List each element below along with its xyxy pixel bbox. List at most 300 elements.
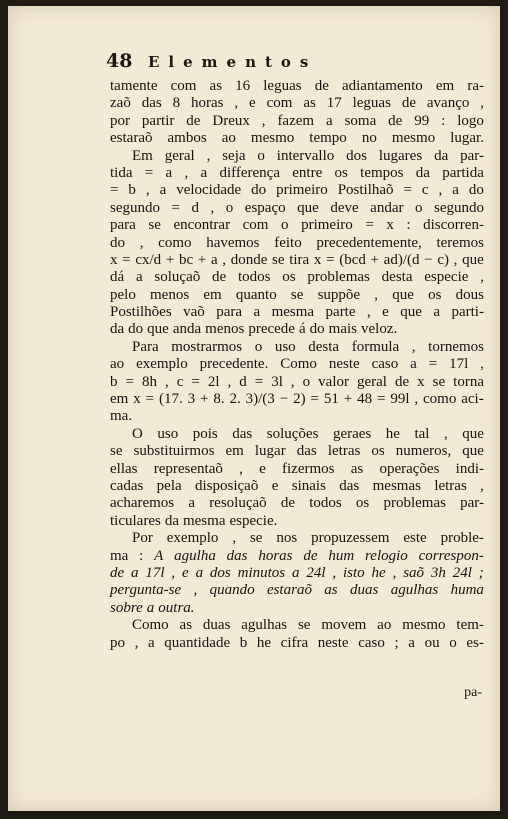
word: se xyxy=(148,217,161,234)
word: 17l xyxy=(145,564,165,581)
word: a xyxy=(195,564,204,581)
word: que xyxy=(400,304,422,321)
word: Dreux xyxy=(212,112,250,129)
word: que xyxy=(462,443,484,460)
word: das xyxy=(339,477,360,494)
word: os xyxy=(282,269,296,286)
word: , xyxy=(480,95,484,112)
word: 8. xyxy=(213,391,225,408)
word: = xyxy=(310,391,319,408)
word: no xyxy=(361,130,377,147)
word: com xyxy=(170,78,197,94)
word: como xyxy=(423,391,457,408)
word: letras xyxy=(434,477,467,494)
text-line xyxy=(110,269,484,286)
word: a xyxy=(159,182,167,199)
word: precedentemente, xyxy=(316,234,422,251)
word: a xyxy=(146,599,155,616)
word: discorren- xyxy=(423,217,484,234)
word: duas xyxy=(350,582,379,599)
word: problemas xyxy=(383,495,446,512)
word: + xyxy=(343,391,353,408)
word: = xyxy=(122,251,131,268)
word: , xyxy=(332,564,337,581)
word: para xyxy=(110,217,136,234)
word: as xyxy=(303,95,316,112)
word: segundo xyxy=(110,199,160,216)
word: desta xyxy=(381,269,413,286)
word: a xyxy=(292,564,300,581)
word: do xyxy=(128,321,144,338)
word: estaraõ xyxy=(266,582,312,599)
word: os xyxy=(334,164,348,181)
word: se xyxy=(272,251,285,268)
word: b xyxy=(239,634,248,651)
word: a xyxy=(410,356,417,373)
word: a xyxy=(452,182,459,199)
word: c) xyxy=(437,251,449,268)
word: , xyxy=(290,373,295,390)
word: ao xyxy=(110,356,125,373)
word: O xyxy=(132,425,143,442)
word: nos xyxy=(276,530,298,547)
word: , xyxy=(232,530,237,547)
word: , xyxy=(184,164,189,181)
word: 16 xyxy=(235,78,251,94)
word: se xyxy=(249,530,263,547)
text-line xyxy=(110,321,484,338)
word: , xyxy=(374,286,379,303)
word: = xyxy=(145,391,155,408)
text-line xyxy=(110,339,484,356)
word: os xyxy=(355,495,370,512)
word: minutos xyxy=(237,564,286,581)
word: outra. xyxy=(158,599,195,616)
word: operações xyxy=(379,460,440,477)
word: (bcd xyxy=(339,251,366,268)
word: 2) xyxy=(293,391,306,408)
text-line xyxy=(110,165,484,182)
word: adiantamento xyxy=(341,78,423,94)
word: da xyxy=(434,147,449,164)
word: de xyxy=(186,112,201,129)
word: e xyxy=(182,564,189,581)
word: : xyxy=(441,112,446,129)
word: dous xyxy=(455,286,484,303)
word: caso xyxy=(358,634,385,651)
word: mesmo xyxy=(391,130,436,147)
word: Por xyxy=(132,530,153,547)
word: + xyxy=(370,251,379,268)
word: de xyxy=(401,95,416,112)
word: , xyxy=(164,373,169,390)
word: = xyxy=(254,373,264,390)
word: os xyxy=(371,443,385,460)
word: tem- xyxy=(456,617,484,634)
word: soluçaõ xyxy=(154,269,201,286)
word: o xyxy=(225,199,234,216)
word: mostrarmos xyxy=(171,338,243,355)
word: cadas xyxy=(110,477,144,494)
word: : xyxy=(406,217,411,234)
word: horas xyxy=(191,95,224,112)
word: x xyxy=(417,373,425,390)
word: Em xyxy=(132,147,153,164)
word: , xyxy=(145,182,150,199)
word: precede xyxy=(248,321,295,338)
word: leguas xyxy=(352,95,391,112)
word: precedente. xyxy=(199,356,269,373)
word: menos xyxy=(205,321,245,338)
word: Como xyxy=(280,356,317,373)
text-line xyxy=(110,426,484,443)
word: tempos xyxy=(360,164,404,181)
text-line xyxy=(110,304,484,321)
word: , xyxy=(206,147,211,164)
word: de xyxy=(388,112,403,129)
word: x xyxy=(386,217,394,234)
word: tempo xyxy=(309,130,347,147)
word: = xyxy=(376,391,386,408)
word: = xyxy=(171,199,180,216)
word: 99l xyxy=(390,391,410,408)
word: = xyxy=(326,251,335,268)
word: primeiro xyxy=(276,182,328,199)
text-line xyxy=(110,182,484,199)
word: formula xyxy=(351,338,400,355)
word: 3h xyxy=(430,564,446,581)
word: das xyxy=(296,443,317,460)
word: soluções xyxy=(266,425,319,442)
word: ma. xyxy=(110,408,133,425)
word: cx/d xyxy=(135,251,162,268)
word: ao xyxy=(221,130,236,147)
word: se xyxy=(297,617,311,634)
word: por xyxy=(110,112,130,129)
word: , xyxy=(443,425,448,442)
text-line xyxy=(110,374,484,391)
word: as xyxy=(350,460,364,477)
word: agulha xyxy=(174,547,216,564)
word: que xyxy=(297,199,319,216)
word: da xyxy=(415,164,430,181)
word: isto xyxy=(343,564,365,581)
word: ma xyxy=(110,547,129,564)
word: o xyxy=(414,199,423,216)
word: e xyxy=(249,95,256,112)
text-line xyxy=(110,478,484,495)
word: , xyxy=(392,564,397,581)
word: estaraõ xyxy=(110,130,153,147)
running-title: Elementos xyxy=(148,53,318,71)
word: mesmo xyxy=(402,617,446,634)
word: do xyxy=(468,182,484,199)
word: parte xyxy=(325,304,356,321)
text-line xyxy=(110,391,484,408)
word: a xyxy=(433,304,441,321)
word: de xyxy=(280,495,296,512)
word: letras xyxy=(327,443,361,460)
word: a xyxy=(165,164,173,181)
word: fazem xyxy=(277,112,315,129)
word: este xyxy=(403,530,427,547)
word: he xyxy=(385,425,400,442)
word: tida xyxy=(110,164,133,181)
word: que xyxy=(392,286,414,303)
word: quando xyxy=(209,582,255,599)
word: fizermos xyxy=(282,460,335,477)
word: todos xyxy=(237,269,271,286)
word: torna xyxy=(453,373,484,390)
word: e xyxy=(271,477,279,494)
word: primeiro xyxy=(301,217,353,234)
word: correspon- xyxy=(418,547,484,564)
word: todos xyxy=(309,495,342,512)
word: = xyxy=(191,373,200,390)
word: , xyxy=(480,269,484,286)
word: a xyxy=(135,269,143,286)
word: b xyxy=(110,373,118,390)
word: horas xyxy=(258,547,293,564)
word: se xyxy=(290,286,304,303)
word: ra- xyxy=(467,78,484,94)
word: andar xyxy=(370,199,404,216)
word: das xyxy=(141,95,162,112)
word: − xyxy=(424,251,433,268)
word: 2l xyxy=(207,373,220,390)
word: ou xyxy=(424,634,440,651)
word: dos xyxy=(209,564,231,581)
word: soma xyxy=(344,112,377,129)
word: de xyxy=(394,373,410,390)
word: a xyxy=(408,634,415,651)
word: pela xyxy=(156,477,182,494)
word: segundo xyxy=(434,199,484,216)
word: agulhas xyxy=(241,617,288,634)
word: differença xyxy=(219,164,280,181)
word: b xyxy=(128,182,136,199)
word: geraes xyxy=(332,425,372,442)
word: (17. xyxy=(158,391,183,408)
word: c xyxy=(421,182,429,199)
word: , xyxy=(453,251,458,268)
text-line xyxy=(110,78,484,95)
word: Postilhaõ xyxy=(337,182,394,199)
word: das xyxy=(232,425,253,442)
word: + xyxy=(197,251,207,268)
word: neste xyxy=(328,356,360,373)
word: e xyxy=(382,304,389,321)
word: a xyxy=(131,564,139,581)
page-header xyxy=(106,50,486,76)
word: intervallo xyxy=(276,147,335,164)
word: , xyxy=(239,460,243,477)
word: disposiçaõ xyxy=(195,477,259,494)
word: as xyxy=(209,78,223,94)
word: pergunta-se xyxy=(110,582,182,599)
word: numeros, xyxy=(395,443,452,460)
word: ambos xyxy=(167,130,207,147)
word: resoluçaõ xyxy=(209,495,267,512)
word: 8h xyxy=(141,373,157,390)
word: lugar. xyxy=(450,130,484,147)
word: , xyxy=(366,304,371,321)
word: Como xyxy=(132,617,169,634)
text-line xyxy=(110,530,484,547)
word: o xyxy=(302,373,311,390)
word: partir xyxy=(141,112,175,129)
word: Para xyxy=(132,338,159,355)
word: lugar xyxy=(254,443,286,460)
word: com xyxy=(266,95,293,112)
word: a xyxy=(188,495,195,512)
word: saõ xyxy=(403,564,425,581)
word: 24l xyxy=(306,564,326,581)
word: encontrar xyxy=(173,217,231,234)
word: , xyxy=(139,234,144,251)
text-line xyxy=(110,582,484,599)
word: ticulares xyxy=(110,512,161,529)
word: = xyxy=(403,182,412,199)
page-number: 48 xyxy=(106,50,133,72)
word: de xyxy=(212,269,227,286)
text-line xyxy=(110,408,484,425)
word: duas xyxy=(202,617,231,634)
word: , xyxy=(193,582,198,599)
word: geral xyxy=(164,147,195,164)
word: espaço xyxy=(244,199,286,216)
word: anda xyxy=(172,321,202,338)
text-line xyxy=(110,217,484,234)
word: d xyxy=(191,199,199,216)
word: 3)/(3 xyxy=(245,391,275,408)
word: = xyxy=(125,373,134,390)
word: do xyxy=(110,234,125,251)
word: huma xyxy=(450,582,484,599)
word: de xyxy=(314,78,329,94)
word: a xyxy=(200,164,208,181)
word: de xyxy=(303,547,318,564)
word: para xyxy=(216,304,243,321)
text-line xyxy=(110,565,484,582)
word: havemos xyxy=(206,234,260,251)
text-line xyxy=(110,130,484,147)
word: problemas xyxy=(307,269,370,286)
text-line xyxy=(110,635,484,652)
text-line xyxy=(110,513,484,530)
text-line xyxy=(110,95,484,112)
word: 8 xyxy=(172,95,181,112)
word: velocidade xyxy=(176,182,242,199)
text-line xyxy=(110,235,484,252)
word: ellas xyxy=(110,460,138,477)
word: , xyxy=(134,634,139,651)
word: se xyxy=(432,373,446,390)
word: em xyxy=(203,286,222,303)
word: suppõe xyxy=(317,286,361,303)
word: exemplo xyxy=(166,530,219,547)
word: = xyxy=(428,356,438,373)
word: 24l xyxy=(452,564,472,581)
text-line xyxy=(110,148,484,165)
word: tal xyxy=(414,425,430,442)
word: o xyxy=(281,217,289,234)
word: hum xyxy=(328,547,355,564)
word: sinais xyxy=(291,477,326,494)
word: x xyxy=(133,391,141,408)
word: d xyxy=(239,373,247,390)
word: as xyxy=(179,617,193,634)
word: teremos xyxy=(436,234,484,251)
word: especie. xyxy=(229,512,278,529)
word: bc xyxy=(178,251,194,268)
word: propuzessem xyxy=(311,530,390,547)
word: que xyxy=(147,321,169,338)
word: que xyxy=(462,251,484,268)
word: sobre xyxy=(110,599,143,616)
word: da xyxy=(164,512,179,529)
word: com xyxy=(242,217,269,234)
word: da xyxy=(110,321,125,338)
word: em xyxy=(110,391,129,408)
word: he xyxy=(256,634,272,651)
word: , xyxy=(411,338,416,355)
catchword: pa- xyxy=(464,685,482,700)
word: e xyxy=(259,460,266,477)
word: , xyxy=(210,199,215,216)
word: do xyxy=(251,182,267,199)
word: uso xyxy=(274,338,296,355)
word: mais xyxy=(328,321,357,338)
word: do xyxy=(309,321,325,338)
word: indi- xyxy=(455,460,484,477)
word: menos xyxy=(150,286,190,303)
word: es- xyxy=(466,634,484,651)
word: aci- xyxy=(461,391,484,408)
word: veloz. xyxy=(361,321,398,338)
word: substituirmos xyxy=(133,443,215,460)
word: neste xyxy=(317,634,349,651)
word: o xyxy=(449,634,457,651)
word: especie xyxy=(424,269,469,286)
word: a xyxy=(253,304,261,321)
word: pois xyxy=(192,425,218,442)
word: em xyxy=(435,78,455,94)
word: ad)/(d xyxy=(383,251,420,268)
word: donde xyxy=(230,251,268,268)
text-line xyxy=(110,200,484,217)
word: pelo xyxy=(110,286,136,303)
word: logo xyxy=(457,112,484,129)
word: mesmas xyxy=(372,477,421,494)
word: a xyxy=(148,634,155,651)
word: + xyxy=(165,251,175,268)
word: a xyxy=(210,251,218,268)
word: mesmo xyxy=(250,130,295,147)
word: Postilhões xyxy=(110,304,172,321)
word: − xyxy=(279,391,289,408)
word: 51 xyxy=(323,391,339,408)
word: das xyxy=(226,547,248,564)
word: deve xyxy=(330,199,359,216)
word: relogio xyxy=(365,547,408,564)
text-line xyxy=(110,461,484,478)
word: ao xyxy=(377,617,392,634)
text-line xyxy=(110,287,484,304)
word: mesma xyxy=(182,512,226,529)
word: 48 xyxy=(357,391,373,408)
word: , xyxy=(171,564,176,581)
